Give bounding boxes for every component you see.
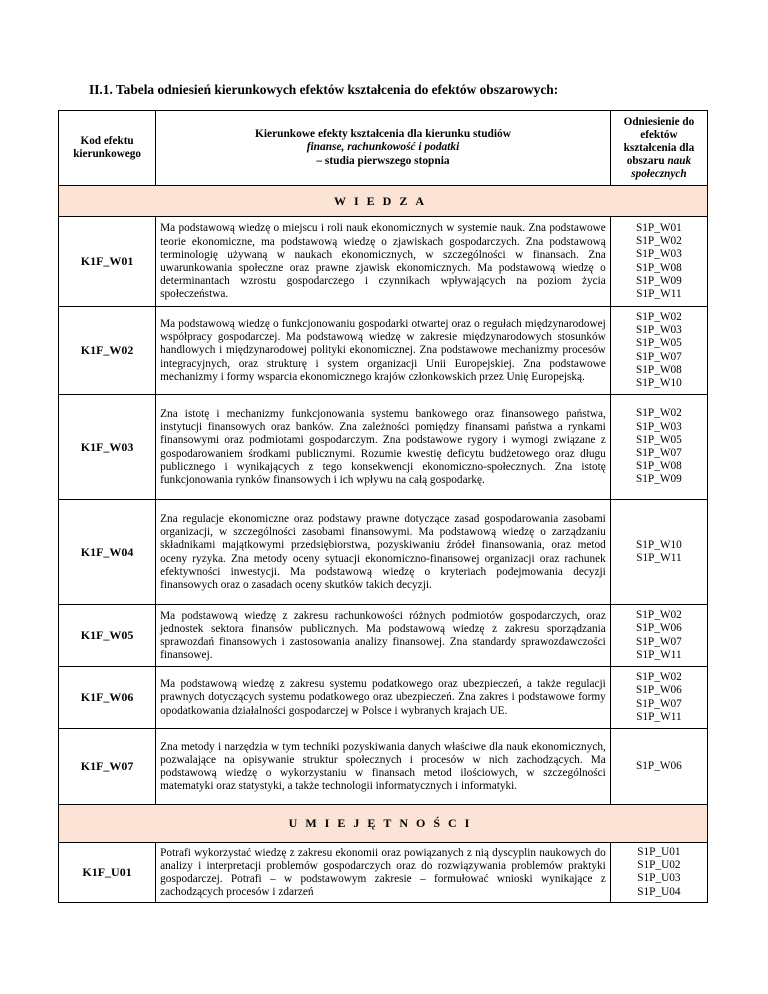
header-code	[59, 111, 156, 186]
section-wiedza: WIEDZA	[59, 186, 708, 217]
effect-code: K1F_W06	[59, 667, 156, 729]
effect-code: K1F_W04	[59, 500, 156, 605]
reference-code: S1P_W09	[636, 473, 682, 486]
effect-code: K1F_W02	[59, 307, 156, 395]
effect-code: K1F_U01	[59, 843, 156, 903]
reference-code: S1P_W01	[636, 221, 682, 234]
reference-code: S1P_W05	[636, 433, 682, 446]
effect-references	[610, 667, 707, 729]
reference-code: S1P_U03	[637, 872, 681, 885]
reference-code: S1P_W03	[636, 248, 682, 261]
header-ref-line: Odniesienie do	[623, 115, 695, 128]
header-ref-text: obszaru	[626, 154, 668, 167]
header-ref-italic: nauk	[667, 154, 692, 167]
header-effects-level: – studia pierwszego stopnia	[316, 154, 450, 167]
table-row	[59, 605, 708, 667]
reference-code: S1P_W06	[636, 622, 682, 635]
reference-code: S1P_W06	[636, 759, 682, 772]
reference-code: S1P_W10	[636, 538, 682, 551]
reference-code: S1P_W07	[636, 350, 682, 363]
effect-description: Ma podstawową wiedzę z zakresu rachunkowości różnych podmiotów gospodarczych, oraz jednostek sektora finansów publicznych. Ma podstawową wiedzę z zakresu sporządzania sprawozdań finansowych i zastosowania analizy finansowej. Zna standardy sprawozdawczości finansowej.	[156, 605, 611, 667]
effect-code: K1F_W01	[59, 217, 156, 307]
header-ref-line: kształcenia dla	[623, 141, 695, 154]
section-umiejetnosci: UMIEJĘTNOŚCI	[59, 805, 708, 843]
table-row	[59, 843, 708, 903]
effect-references	[610, 307, 707, 395]
reference-code: S1P_W05	[636, 337, 682, 350]
reference-code: S1P_W11	[636, 710, 682, 723]
reference-code: S1P_W02	[636, 235, 682, 248]
reference-code: S1P_W07	[636, 447, 682, 459]
effect-code: K1F_W03	[59, 395, 156, 500]
header-effects	[156, 111, 611, 186]
table-row	[59, 500, 708, 605]
header-ref-line	[611, 155, 707, 168]
effect-description: Zna regulacje ekonomiczne oraz podstawy prawne dotyczące zasad gospodarowania zasobami organizacji, w szczególności zasobami finansowymi. Ma podstawową wiedzę o zarządzaniu składnikami majątkowymi przedsiębiorstwa, pozyskiwaniu źródeł finansowania, oraz metod oceny ryzyka. Zna metody oceny sytuacji ekonomiczno-finansowej organizacji oraz rachunek efektywności inwestycji. Ma podstawową wiedzę o kryteriach podejmowania decyzji finansowych oraz o zasadach oceny skutków takich decyzji.	[156, 500, 611, 605]
header-ref-line: społecznych	[631, 167, 687, 180]
reference-code: S1P_U04	[637, 885, 681, 898]
reference-code: S1P_W02	[636, 310, 682, 323]
effect-description: Ma podstawową wiedzę o funkcjonowaniu gospodarki otwartej oraz o regułach międzynarodowej współpracy gospodarczej. Ma podstawową wiedzę w zakresie międzynarodowych stosunków handlowych i międzynarodowej polityki ekonomicznej. Zna podstawowe mechanizmy procesów integracyjnych, oraz strukturę i system organizacji Unii Europejskiej. Zna podstawowe mechanizmy i formy wsparcia ekonomicznego krajów członkowskich przez Unię Europejską.	[156, 307, 611, 395]
effect-description: Zna istotę i mechanizmy funkcjonowania systemu bankowego oraz finansowego państwa, instytucji finansowych oraz banków. Zna zależności pomiędzy finansami państwa a rynkami finansowymi oraz podmiotami gospodarczym. Zna podstawowe rygory i wymogi związane z gospodarowaniem środkami publicznymi. Rozumie kwestię deficytu budżetowego oraz długu publicznego i wynikających z tego konsekwencji ekonomiczno-społecznych. Zna istotę funkcjonowania rynków finansowych i ich wpływu na całą gospodarkę.	[156, 395, 611, 500]
page-heading: II.1. Tabela odniesień kierunkowych efektów kształcenia do efektów obszarowych:	[89, 82, 559, 97]
header-effects-field: finanse, rachunkowość i podatki	[306, 141, 460, 154]
reference-code: S1P_W07	[636, 635, 682, 648]
reference-code: S1P_W07	[636, 697, 682, 710]
header-code-line: kierunkowego	[73, 148, 141, 160]
effect-code: K1F_W05	[59, 605, 156, 667]
effect-references	[610, 217, 707, 307]
reference-code: S1P_W06	[636, 684, 682, 697]
effect-references	[610, 729, 707, 805]
table-row	[59, 395, 708, 500]
reference-code: S1P_W03	[636, 324, 682, 337]
reference-code: S1P_W02	[636, 671, 682, 684]
reference-code: S1P_W11	[636, 648, 682, 661]
reference-code: S1P_W08	[636, 363, 682, 376]
effect-code: K1F_W07	[59, 729, 156, 805]
reference-code: S1P_W08	[636, 460, 682, 473]
effects-table	[58, 110, 708, 903]
table-header-row	[59, 111, 708, 186]
table-row	[59, 667, 708, 729]
section-umiejetnosci-row	[59, 805, 708, 843]
effect-references	[610, 843, 707, 903]
header-ref-line: efektów	[640, 128, 678, 141]
section-wiedza-row	[59, 186, 708, 217]
effect-description: Ma podstawową wiedzę o miejscu i roli nauk ekonomicznych w systemie nauk. Zna podstawowe teorie ekonomiczne, ma podstawową wiedzę o zjawiskach gospodarczych. Zna podstawową terminologię używaną w naukach ekonomicznych, w szczególności w finansach. Zna uwarunkowania społeczne oraz prawne zjawisk ekonomicznych. Ma podstawową wiedzę o determinantach wzrostu gospodarczego i czynnikach wpływających na poziom życia społeczeństwa.	[156, 217, 611, 307]
reference-code: S1P_W02	[636, 407, 682, 420]
reference-code: S1P_U02	[637, 859, 681, 872]
reference-code: S1P_W11	[636, 552, 682, 564]
effect-references	[610, 605, 707, 667]
reference-code: S1P_W08	[636, 261, 682, 274]
reference-code: S1P_W03	[636, 420, 682, 433]
reference-code: S1P_U01	[637, 846, 681, 858]
effect-description: Zna metody i narzędzia w tym techniki pozyskiwania danych właściwe dla nauk ekonomicznych, pozwalające na opisywanie struktur społecznych i procesów w nich zachodzących. Ma podstawową wiedzę o wykorzystaniu w finansach metod ilościowych, w szczególności matematyki oraz statystyki, a także technologii informatycznych i informatyki.	[156, 729, 611, 805]
reference-code: S1P_W10	[636, 376, 682, 389]
header-code-line: Kod efektu	[80, 135, 134, 147]
table-row	[59, 307, 708, 395]
header-effects-line: Kierunkowe efekty kształcenia dla kierunku studiów	[254, 127, 511, 140]
header-reference	[610, 111, 707, 186]
table-row	[59, 729, 708, 805]
effect-description: Potrafi wykorzystać wiedzę z zakresu ekonomii oraz powiązanych z nią dyscyplin naukowych do analizy i interpretacji problemów gospodarczych oraz do rozwiązywania problemów praktyki gospodarczej. Potrafi – w podstawowym zakresie – formułować wnioski wynikające z zachodzących procesów i zdarzeń	[156, 843, 611, 903]
reference-code: S1P_W11	[636, 287, 682, 300]
effect-references	[610, 395, 707, 500]
effect-references	[610, 500, 707, 605]
reference-code: S1P_W02	[636, 609, 682, 622]
effect-description: Ma podstawową wiedzę z zakresu systemu podatkowego oraz ubezpieczeń, a także regulacji prawnych dotyczących systemu podatkowego oraz ubezpieczeń. Zna zakres i podstawowe formy opodatkowania działalności gospodarczej w Polsce i wybranych krajach UE.	[156, 667, 611, 729]
table-row	[59, 217, 708, 307]
reference-code: S1P_W09	[636, 274, 682, 287]
